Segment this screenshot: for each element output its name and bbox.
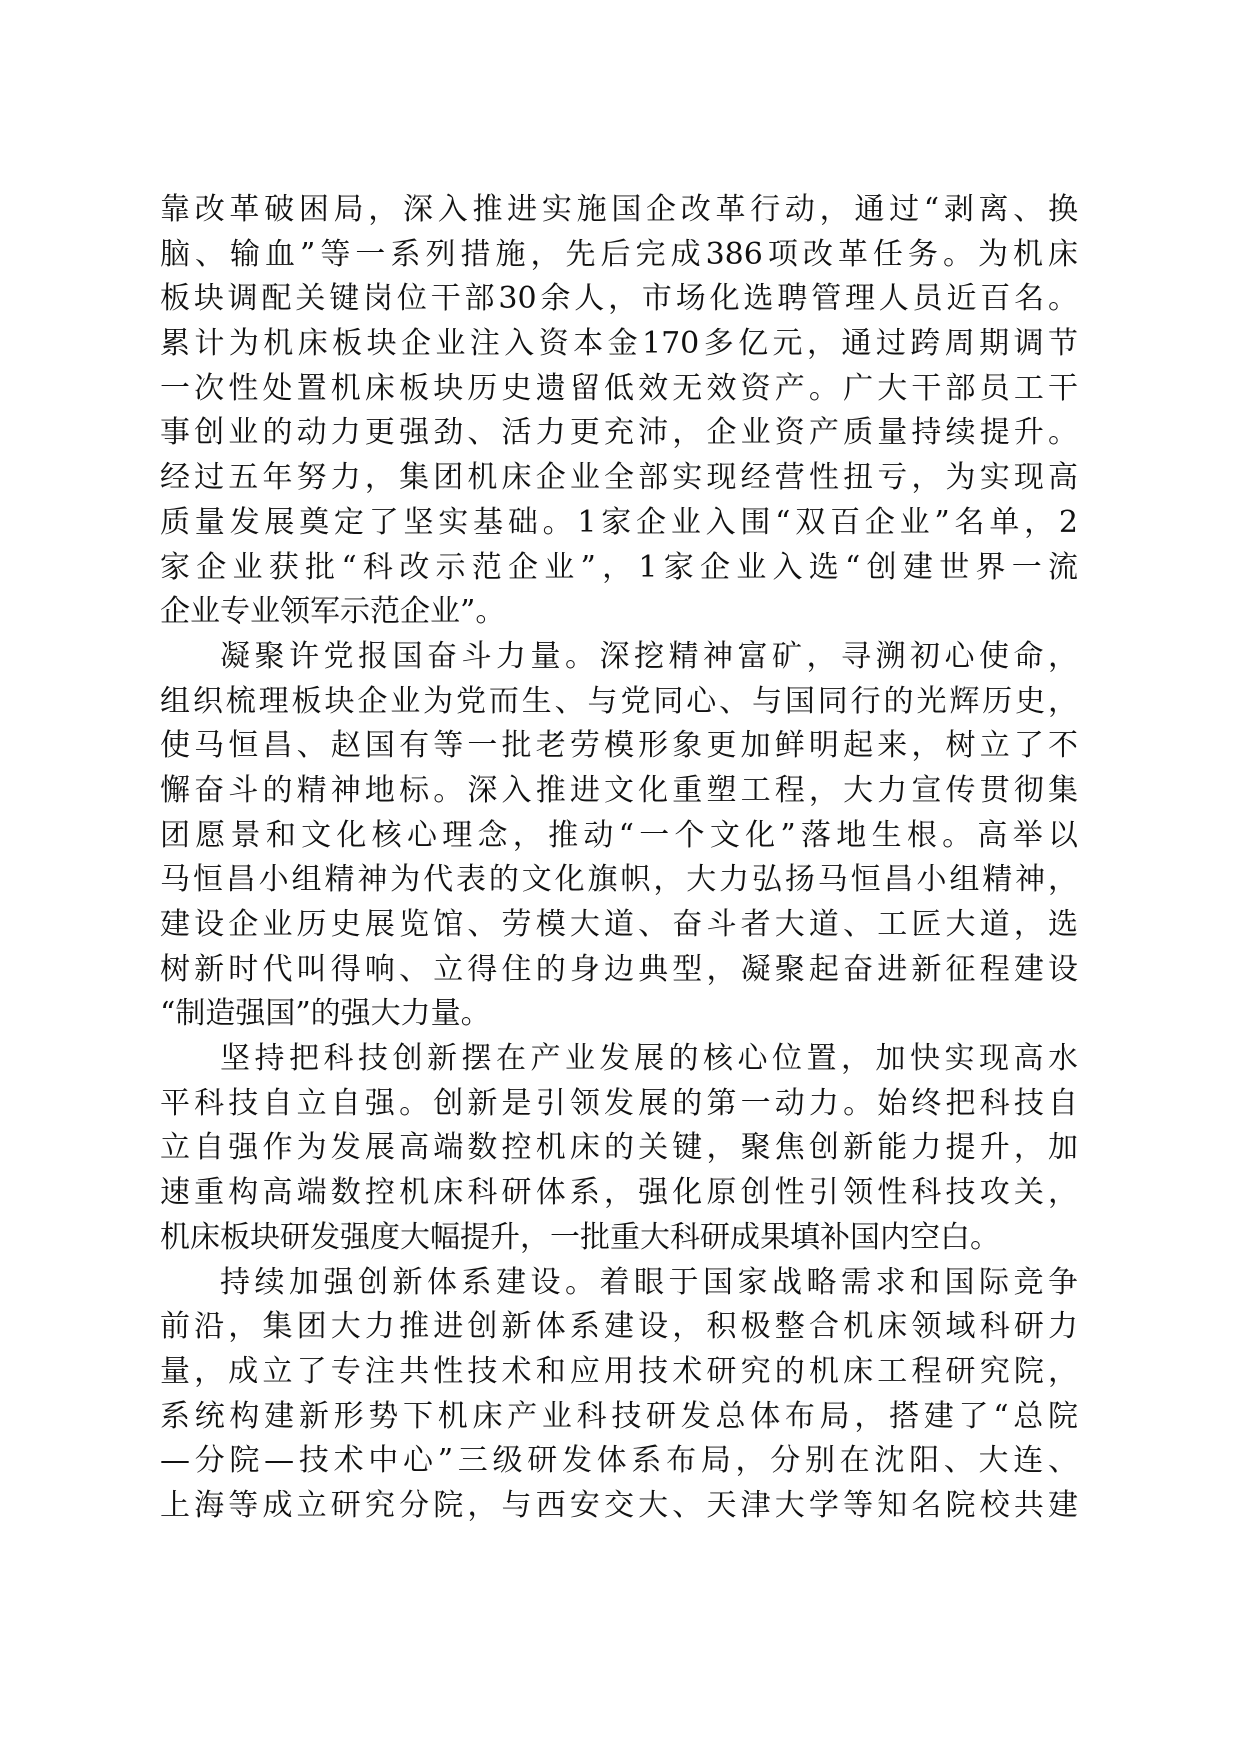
text-line: 上海等成立研究分院，与西安交大、天津大学等知名院校共建 <box>160 1487 1078 1523</box>
text-line: 凝聚许党报国奋斗力量。深挖精神富矿，寻溯初心使命， <box>220 638 1078 674</box>
text-line: 平科技自立自强。创新是引领发展的第一动力。始终把科技自 <box>160 1085 1078 1121</box>
text-line: 立自强作为发展高端数控机床的关键，聚焦创新能力提升，加 <box>160 1130 1078 1166</box>
text-line: 持续加强创新体系建设。着眼于国家战略需求和国际竞争 <box>220 1264 1078 1300</box>
text-line: 经过五年努力，集团机床企业全部实现经营性扭亏，为实现高 <box>160 460 1078 496</box>
text-line: 机床板块研发强度大幅提升，一批重大科研成果填补国内空白。 <box>160 1219 1000 1255</box>
document-body <box>160 188 1078 1529</box>
text-line: 家企业获批“科改示范企业”，1家企业入选“创建世界一流 <box>160 549 1078 585</box>
text-line: 马恒昌小组精神为代表的文化旗帜，大力弘扬马恒昌小组精神， <box>160 862 1078 898</box>
paragraph-innovation <box>160 1037 1078 1260</box>
text-line: 量，成立了专注共性技术和应用技术研究的机床工程研究院， <box>160 1353 1078 1389</box>
text-line: 一次性处置机床板块历史遗留低效无效资产。广大干部员工干 <box>160 370 1078 406</box>
text-line: 靠改革破困局，深入推进实施国企改革行动，通过“剥离、换 <box>160 192 1078 227</box>
text-line: 建设企业历史展览馆、劳模大道、奋斗者大道、工匠大道，选 <box>160 907 1078 942</box>
text-line: 树新时代叫得响、立得住的身边典型，凝聚起奋进新征程建设 <box>160 951 1078 987</box>
text-line: 组织梳理板块企业为党而生、与党同心、与国同行的光辉历史， <box>160 683 1078 719</box>
text-line: 板块调配关键岗位干部30余人，市场化选聘管理人员近百名。 <box>160 281 1078 317</box>
text-line: 企业专业领军示范企业”。 <box>160 594 506 630</box>
text-line: 前沿，集团大力推进创新体系建设，积极整合机床领域科研力 <box>160 1309 1078 1345</box>
text-line: 懈奋斗的精神地标。深入推进文化重塑工程，大力宣传贯彻集 <box>160 772 1078 808</box>
text-line: 质量发展奠定了坚实基础。1家企业入围“双百企业”名单，2 <box>160 504 1078 540</box>
text-line: 团愿景和文化核心理念，推动“一个文化”落地生根。高举以 <box>160 817 1078 853</box>
text-line: 累计为机床板块企业注入资本金170多亿元，通过跨周期调节 <box>160 326 1078 362</box>
text-line: 速重构高端数控机床科研体系，强化原创性引领性科技攻关， <box>160 1175 1078 1211</box>
text-line: 脑、输血”等一系列措施，先后完成386项改革任务。为机床 <box>160 236 1078 272</box>
text-line: 坚持把科技创新摆在产业发展的核心位置，加快实现高水 <box>220 1041 1078 1077</box>
text-line: 系统构建新形势下机床产业科技研发总体布局，搭建了“总院 <box>160 1398 1078 1434</box>
paragraph-innovation-system <box>160 1261 1078 1529</box>
text-line: “制造强国”的强大力量。 <box>160 996 491 1032</box>
paragraph-reform <box>160 188 1078 635</box>
paragraph-spirit <box>160 635 1078 1037</box>
text-line: 使马恒昌、赵国有等一批老劳模形象更加鲜明起来，树立了不 <box>160 728 1078 764</box>
text-line: —分院—技术中心”三级研发体系布局，分别在沈阳、大连、 <box>160 1443 1078 1479</box>
text-line: 事创业的动力更强劲、活力更充沛，企业资产质量持续提升。 <box>160 415 1078 451</box>
